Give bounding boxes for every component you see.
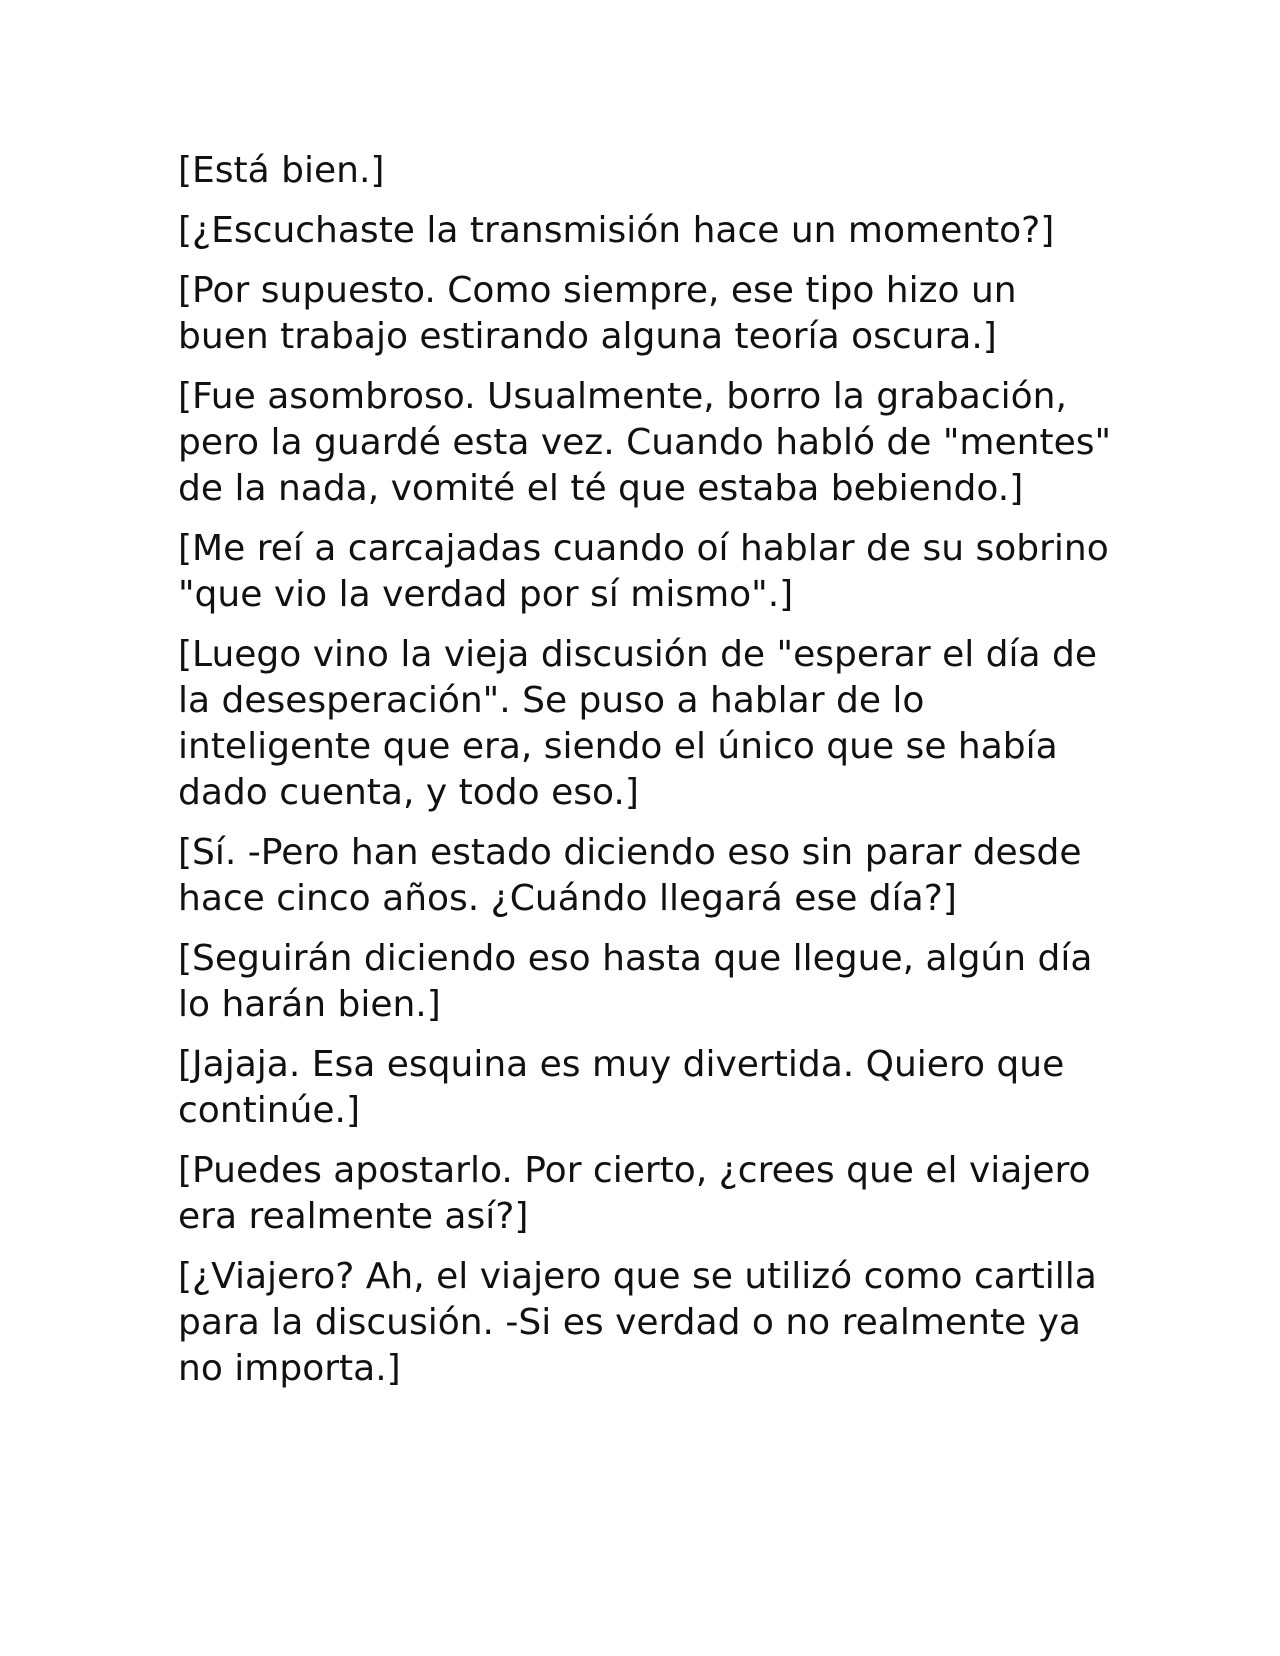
dialogue-paragraph: [Luego vino la vieja discusión de "esperar el día de la desesperación". Se puso a hablar de lo inteligente que era, siendo el único que se había dado cuenta, y todo eso.] xyxy=(178,634,1098,813)
dialogue-paragraph: [Jajaja. Esa esquina es muy divertida. Quiero que continúe.] xyxy=(178,1044,1065,1131)
dialogue-paragraph: [Por supuesto. Como siempre, ese tipo hizo un buen trabajo estirando alguna teoría oscura.] xyxy=(178,270,1017,357)
dialogue-paragraph: [Está bien.] xyxy=(178,150,385,191)
dialogue-paragraph: [Fue asombroso. Usualmente, borro la grabación, pero la guardé esta vez. Cuando habló de "mentes" de la nada, vomité el té que estaba bebiendo.] xyxy=(178,376,1112,509)
dialogue-paragraph: [Sí. -Pero han estado diciendo eso sin parar desde hace cinco años. ¿Cuándo llegará ese día?] xyxy=(178,832,1082,919)
dialogue-paragraph: [Seguirán diciendo eso hasta que llegue, algún día lo harán bien.] xyxy=(178,938,1093,1025)
dialogue-paragraph: [Me reí a carcajadas cuando oí hablar de su sobrino "que vio la verdad por sí mismo".] xyxy=(178,528,1109,615)
dialogue-paragraph: [¿Viajero? Ah, el viajero que se utilizó como cartilla para la discusión. -Si es verdad o no realmente ya no importa.] xyxy=(178,1256,1097,1389)
document-page xyxy=(178,148,1118,1406)
dialogue-paragraph: [Puedes apostarlo. Por cierto, ¿crees que el viajero era realmente así?] xyxy=(178,1150,1091,1237)
dialogue-paragraph: [¿Escuchaste la transmisión hace un momento?] xyxy=(178,210,1055,251)
